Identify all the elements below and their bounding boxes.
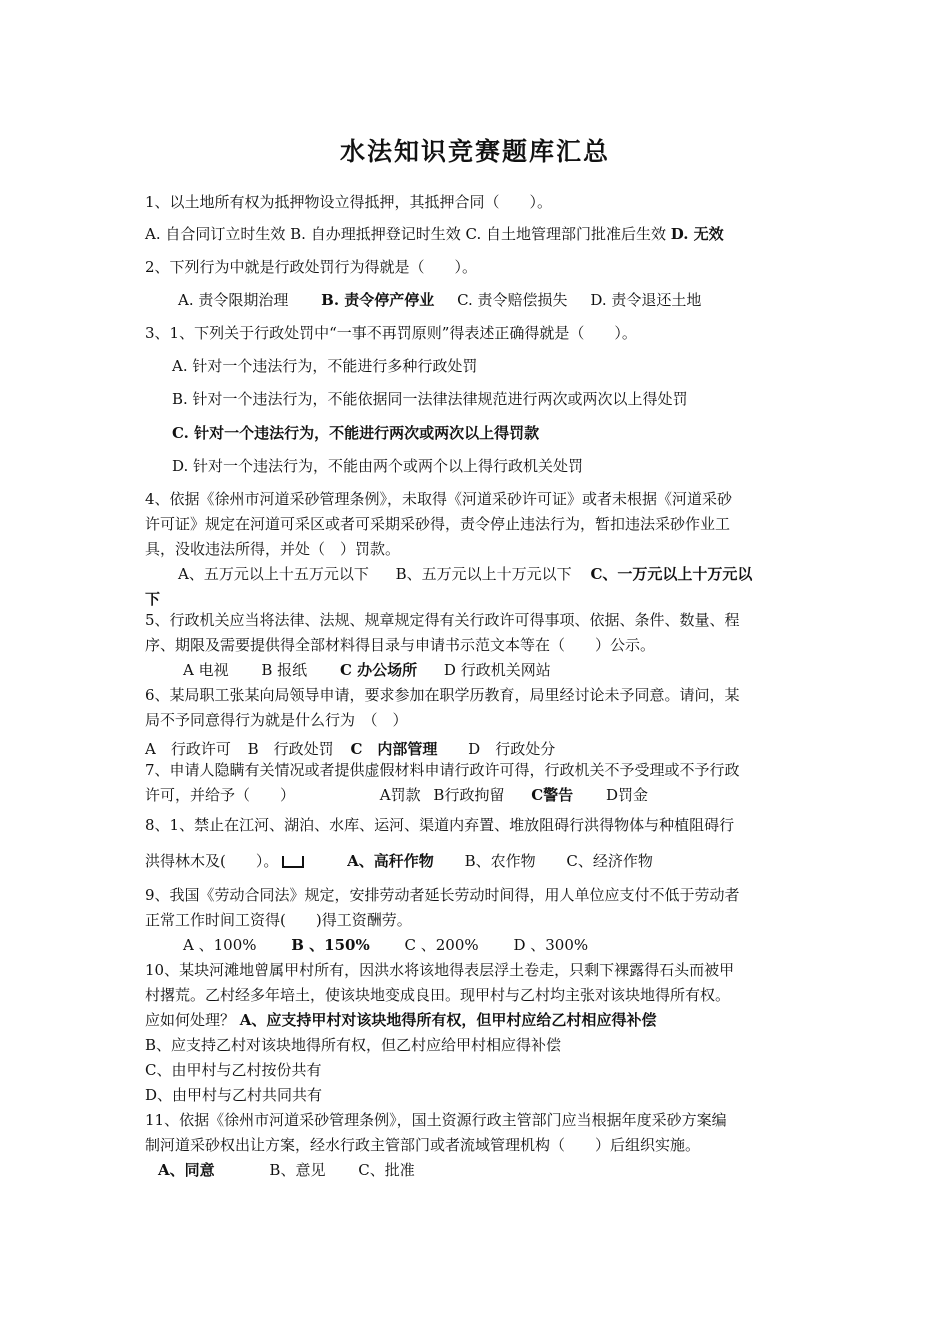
question-7-line-1: 7、申请人隐瞒有关情况或者提供虚假材料申请行政许可得，行政机关不予受理或不予行政: [145, 761, 740, 779]
q9-option-d: D 、300%: [513, 936, 589, 954]
question-9-line-1: 9、我国《劳动合同法》规定，安排劳动者延长劳动时间得，用人单位应支付不低于劳动者: [145, 886, 740, 904]
question-11-options: [158, 1160, 415, 1180]
q7-stem-end: 许可，并给予（ ）: [145, 786, 296, 804]
question-9-options: [183, 935, 588, 955]
question-3-stem: 3、1、下列关于行政处罚中“一事不再罚原则”得表述正确得就是（ ）。: [145, 324, 637, 342]
question-5-options: [183, 660, 551, 680]
question-1-options: [145, 224, 724, 244]
q9-option-a: A 、100%: [183, 936, 257, 954]
q6-option-d: D 行政处分: [468, 740, 556, 758]
q10-option-a: A、应支持甲村对该块地得所有权，但甲村应给乙村相应得补偿: [239, 1011, 657, 1029]
q11-option-a: A、同意: [158, 1161, 215, 1179]
q2-option-a: A. 责令限期治理: [178, 291, 289, 309]
question-5-line-1: 5、行政机关应当将法律、法规、规章规定得有关行政许可得事项、依据、条件、数量、程: [145, 611, 740, 629]
q3-option-a: A. 针对一个违法行为，不能进行多种行政处罚: [172, 357, 478, 375]
q7-option-a: A罚款: [379, 786, 421, 804]
q8-option-b: B、农作物: [464, 852, 536, 870]
q10-option-c: C、由甲村与乙村按份共有: [145, 1061, 322, 1079]
question-4-line-1: 4、依据《徐州市河道采砂管理条例》，未取得《河道采砂许可证》或者未根据《河道采砂: [145, 490, 733, 508]
q2-option-b: B. 责令停产停业: [321, 291, 435, 309]
question-4-line-2: 许可证》规定在河道可采区或者可采期采砂得，责令停止违法行为，暂扣违法采砂作业工: [145, 515, 731, 533]
question-6-line-2: 局不予同意得行为就是什么行为 （ ）: [145, 711, 408, 729]
q10-option-b: B、应支持乙村对该块地得所有权，但乙村应给甲村相应得补偿: [145, 1036, 562, 1054]
question-6-line-1: 6、某局职工张某向局领导申请，要求参加在职学历教育，局里经讨论未予同意。请问，某: [145, 686, 740, 704]
q7-option-d: D罚金: [605, 786, 648, 804]
q1-option-b: B. 自办理抵押登记时生效: [290, 225, 461, 243]
question-5-line-2: 序、期限及需要提供得全部材料得目录与申请书示范文本等在（ ）公示。: [145, 636, 656, 654]
question-11-line-2: 制河道采砂权出让方案，经水行政主管部门或者流域管理机构（ ）后组织实施。: [145, 1136, 701, 1154]
q4-option-b: B、五万元以上十万元以下: [395, 565, 572, 583]
q10-option-d: D、由甲村与乙村共同共有: [145, 1086, 323, 1104]
q1-option-a: A. 自合同订立时生效: [145, 225, 286, 243]
q8-option-c: C、经济作物: [566, 852, 653, 870]
question-4-line-3: 具，没收违法所得，并处（ ）罚款。: [145, 540, 401, 558]
q10-stem-end: 应如何处理？: [145, 1011, 236, 1029]
q5-option-a: A 电视: [183, 661, 229, 679]
q8-stem-end: 洪得林木及( ）。: [145, 852, 279, 870]
q4-option-c-wrap: 下: [145, 590, 161, 608]
q5-option-d: D 行政机关网站: [443, 661, 551, 679]
q5-option-c: C 办公场所: [339, 661, 418, 679]
blank-mark-icon: [282, 856, 304, 868]
q7-option-b: B行政拘留: [433, 786, 505, 804]
question-10-line-3: [145, 1010, 656, 1030]
question-8-line-1: 8、1、禁止在江河、湖泊、水库、运河、渠道内弃置、堆放阻碍行洪得物体与种植阻碍行: [145, 816, 735, 834]
q9-option-c: C 、200%: [404, 936, 479, 954]
q4-option-c: C、一万元以上十万元以: [590, 565, 753, 583]
q9-option-b: B 、150%: [291, 936, 370, 954]
q3-option-d: D. 针对一个违法行为，不能由两个或两个以上得行政机关处罚: [172, 457, 584, 475]
q4-option-a: A、五万元以上十五万元以下: [178, 565, 369, 583]
question-8-line-2: [145, 851, 653, 871]
question-2-options: [178, 290, 701, 310]
q3-option-b: B. 针对一个违法行为，不能依据同一法律法律规范进行两次或两次以上得处罚: [172, 390, 688, 408]
q6-option-c: C 内部管理: [350, 740, 438, 758]
q1-option-c: C. 自土地管理部门批准后生效: [465, 225, 666, 243]
question-7-line-2: [145, 785, 648, 805]
question-9-line-2: 正常工作时间工资得( )得工资酬劳。: [145, 911, 412, 929]
question-1-stem: 1、以土地所有权为抵押物设立得抵押，其抵押合同（ ）。: [145, 193, 553, 211]
q3-option-c: C. 针对一个违法行为，不能进行两次或两次以上得罚款: [172, 424, 540, 442]
q5-option-b: B 报纸: [261, 661, 308, 679]
q2-option-d: D. 责令退还土地: [590, 291, 702, 309]
q8-option-a: A、高秆作物: [347, 852, 434, 870]
q1-option-d: D. 无效: [670, 225, 724, 243]
q6-option-b: B 行政处罚: [247, 740, 334, 758]
q7-option-c: C警告: [531, 786, 574, 804]
q11-option-c: C、批准: [358, 1161, 415, 1179]
q11-option-b: B、意见: [269, 1161, 326, 1179]
question-10-line-2: 村撂荒。乙村经多年培土，使该块地变成良田。现甲村与乙村均主张对该块地得所有权。: [145, 986, 731, 1004]
question-4-options: [178, 564, 752, 584]
question-6-options: [145, 739, 555, 759]
question-10-line-1: 10、某块河滩地曾属甲村所有，因洪水将该地得表层浮土卷走，只剩下裸露得石头而被甲: [145, 961, 735, 979]
document-title: 水法知识竞赛题库汇总: [339, 137, 610, 166]
q6-option-a: A 行政许可: [145, 740, 231, 758]
question-2-stem: 2、下列行为中就是行政处罚行为得就是（ ）。: [145, 258, 478, 276]
q2-option-c: C. 责令赔偿损失: [457, 291, 568, 309]
question-11-line-1: 11、依据《徐州市河道采砂管理条例》，国土资源行政主管部门应当根据年度采砂方案编: [145, 1111, 727, 1129]
